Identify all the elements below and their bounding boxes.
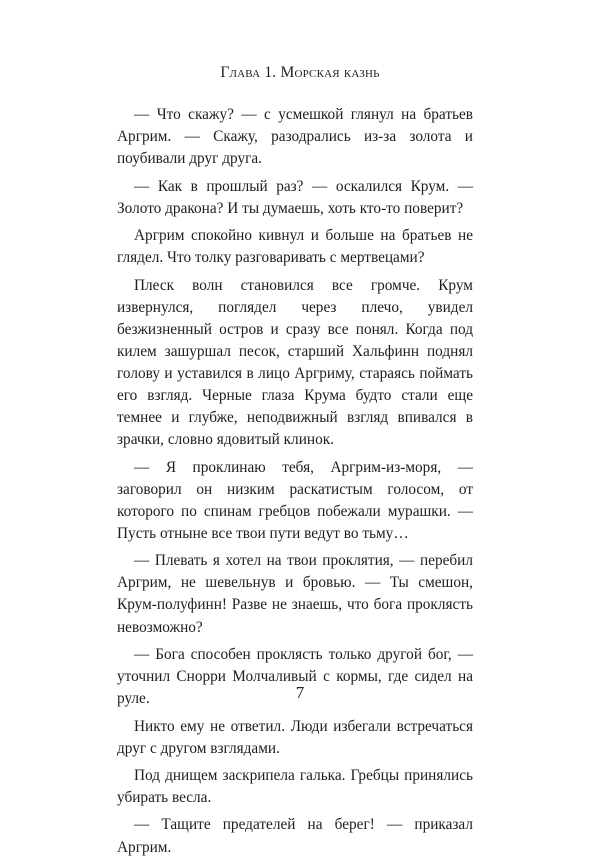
paragraph: — Тащите предателей на берег! — приказал Аргрим. (117, 816, 473, 856)
paragraph: Под днищем заскрипела галька. Гребцы принялись убирать весла. (117, 767, 473, 807)
paragraph: — Как в прошлый раз? — оскалился Крум. — Золото дракона? И ты думаешь, хоть кто-то поверит? (117, 177, 473, 217)
paragraph: — Плевать я хотел на твои проклятия, — перебил Аргрим, не шевельнув и бровью. — Ты смешон, Крум-полуфинн! Разве не знаешь, что бога проклясть невозможно? (117, 552, 473, 636)
paragraph: — Что скажу? — с усмешкой глянул на братьев Аргрим. — Скажу, разодрались из-за золота и поубивали друг друга. (117, 106, 473, 168)
chapter-title: Глава 1. Морская казнь (220, 64, 380, 81)
paragraph: — Я проклинаю тебя, Аргрим-из-моря, — заговорил он низким раскатистым голосом, от которого по спинам гребцов побежали мурашки. — Пусть отныне все твои пути ведут во тьму… (117, 458, 473, 542)
paragraph: Аргрим спокойно кивнул и больше на братьев не глядел. Что толку разговаривать с мертвецами? (117, 227, 473, 267)
paragraph: Никто ему не ответил. Люди избегали встречаться друг с другом взглядами. (117, 717, 473, 757)
paragraph: — Бога способен проклясть только другой бог, — уточнил Снорри Молчаливый с кормы, где сидел на руле. (117, 645, 473, 708)
paragraph: Плеск волн становился все громче. Крум извернулся, поглядел через плечо, увидел безжизненный остров и сразу все понял. Когда под килем зашуршал песок, старший Хальфинн поднял голову и уставился в лицо Аргриму, стараясь поймать его взгляд. Черные глаза Крума будто стали еще темнее и глубже, неподвижный взгляд впивался в зрачки, словно ядовитый клинок. (117, 276, 473, 449)
page-number: 7 (295, 683, 305, 702)
